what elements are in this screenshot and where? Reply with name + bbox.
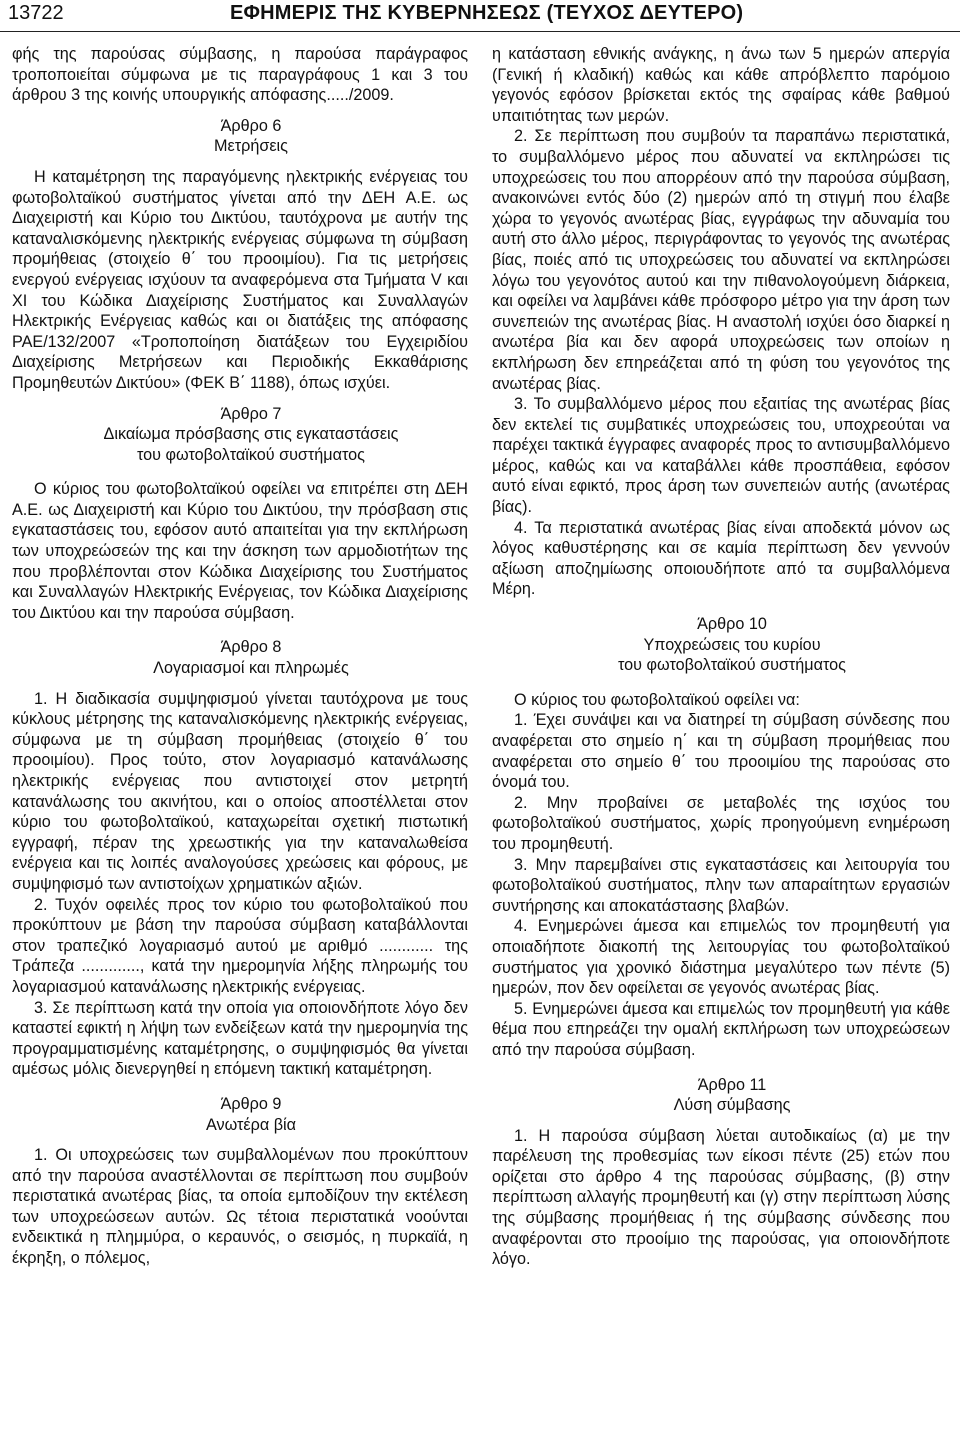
article-10-subtitle-line1: Υποχρεώσεις του κυρίου xyxy=(643,635,821,654)
continuation-paragraph: η κατάσταση εθνικής ανάγκης, η άνω των 5 ημερών απεργία (Γενική ή κλαδική) καθώς και κάθε απρόβλεπτο παρόμοιο γεγονός εφόσον βρίσκεται εκτός της σφαίρας κάθε βαθμού υπαιτιότητας των μερών. xyxy=(492,45,950,125)
article-11-subtitle: Λύση σύμβασης xyxy=(673,1096,791,1115)
article-11-paragraph-1: 1. Η παρούσα σύμβαση λύεται αυτοδικαίως (α) με την παρέλευση της προθεσμίας των είκοσι πέντε (25) ετών που ορίζεται στο άρθρο 4 της παρούσας σύμβασης, (β) στην περίπτωση αλλαγής προμηθευτή και (γ) στην περίπτωση λύσης της σύμβασης προμήθειας ή της σύμβασης σύνδεσης που αναφέρονται στο προοίμιο της παρούσας, για οποιονδήποτε λόγο. xyxy=(492,1126,950,1269)
article-7-subtitle-line1: Δικαίωμα πρόσβασης στις εγκαταστάσεις xyxy=(103,425,399,444)
article-7-paragraph: Ο κύριος του φωτοβολταϊκού οφείλει να επιτρέπει στη ΔΕΗ Α.Ε. ως Διαχειριστή και Κύριο του Δικτύου, την πρόσβαση στις εγκαταστάσεις του, εφόσον αυτό απαιτείται για την εκπλήρωση των υποχρεώσεών της και την άσκηση των αρμοδιοτήτων της που προβλέπονται στον Κώδικα Διαχείρισης του Συστήματος και Συναλλαγών Ηλεκτρικής Ενέργειας, τον Κώδικα Διαχείρισης του Δικτύου και την παρούσα σύμβαση. xyxy=(12,480,468,622)
article-9-paragraph-4: 4. Τα περιστατικά ανωτέρας βίας είναι αποδεκτά μόνον ως λόγος καθυστέρησης και σε καμία περίπτωση δεν γεννούν αξίωση αποζημίωσης οποιουδήποτε από τα συμβαλλόμενα Μέρη. xyxy=(492,518,950,599)
article-8-paragraph-1: 1. Η διαδικασία συμψηφισμού γίνεται ταυτόχρονα με τους κύκλους μέτρησης της καταναλισκόμενης ηλεκτρικής ενέργειας, σύμφωνα με τη σύμβαση προμήθειας (στοιχείο θ΄ του προοιμίου). Προς τούτο, στον λογαριασμό κατανάλωσης ηλεκτρικής ενέργειας που αντιστοιχεί στον μετρητή κατανάλωσης του ακινήτου, και ο οποίος αποστέλλεται στον κύριο του φωτοβολταϊκού, καταχωρείται σχετική πιστωτική εγγραφή, πέραν της χρεωστικής για την καταναλωθείσα ενέργεια και τις λοιπές αναλογούσες χρεώσεις και φόρους, με συμψηφισμό των αντιστοίχων χρηματικών αξιών. xyxy=(12,689,468,893)
article-7-subtitle-line2: του φωτοβολταϊκού συστήματος xyxy=(137,445,365,464)
article-10-item-2: 2. Μην προβαίνει σε μεταβολές της ισχύος του φωτοβολταϊκού συστήματος, χωρίς προηγούμενη ενημέρωση του προμηθευτή. xyxy=(492,793,950,853)
article-10-item-4: 4. Ενημερώνει άμεσα και επιμελώς τον προμηθευτή για οποιαδήποτε διακοπή της λειτουργίας του φωτοβολταϊκού συστήματος για χρονικό διάστημα μεγαλύτερο των πέντε (5) ημερών, πον δεν οφείλεται σε γεγονός ανωτέρας βίας. xyxy=(492,917,950,998)
intro-paragraph: φής της παρούσας σύμβασης, η παρούσα παράγραφος τροποποιείται σύμφωνα με τις παραγράφους 1 και 3 του άρθρου 3 της κοινής υπουργικής απόφασης...../2009. xyxy=(12,45,468,105)
article-10-subtitle-line2: του φωτοβολταϊκού συστήματος xyxy=(618,656,846,675)
article-8-paragraph-3: 3. Σε περίπτωση κατά την οποία για οποιονδήποτε λόγο δεν καταστεί εφικτή η λήψη των ενδείξεων κατά την ημερομηνία της προγραμματισμένης καταμέτρησης, ο συμψηφισμός θα γίνεται αμέσως μόλις διενεργηθεί η επόμενη τακτική καταμέτρηση. xyxy=(12,998,468,1079)
article-9-paragraph-3: 3. Το συμβαλλόμενο μέρος που εξαιτίας της ανωτέρας βίας δεν εκτελεί τις συμβατικές υποχρεώσεις του, υποχρεούται να παρέχει τακτικά έγγραφες αναφορές προς το αντισυμβαλλόμενο μέρος, καθώς και να καταβάλλει κάθε προσπάθεια, εφόσον αυτό είναι εφικτό, προς άρση των συνεπειών αυτής (ανωτέρας βίας). xyxy=(492,395,950,517)
gazette-title: ΕΦΗΜΕΡΙΣ ΤΗΣ ΚΥΒΕΡΝΗΣΕΩΣ (ΤΕΥΧΟΣ ΔΕΥΤΕΡΟ) xyxy=(230,2,744,24)
article-10-item-1: 1. Έχει συνάψει και να διατηρεί τη σύμβαση σύνδεσης που αναφέρεται στο σημείο η΄ και τη σύμβαση προμήθειας που αναφέρεται στο σημείο θ΄ του προοιμίου της παρούσας στο όνομά του. xyxy=(492,711,950,792)
article-8-subtitle: Λογαριασμοί και πληρωμές xyxy=(153,659,349,678)
article-6-title: Άρθρο 6 xyxy=(220,116,282,135)
article-9-paragraph-2: 2. Σε περίπτωση που συμβούν τα παραπάνω περιστατικά, το συμβαλλόμενο μέρος που αδυνατεί να εκπληρώσει τις υποχρεώσεις του που απορρέουν από την παρούσα σύμβαση, ανακοινώνει εντός δύο (2) ημερών από τη στιγμή που έλαβε χώρα το γεγονός ανωτέρας βίας, εγγράφως την αδυναμία του αυτή στο άλλο μέρος, περιγράφοντας το γεγονός της ανωτέρας βίας, ποιές από τις υποχρεώσεις του αδυνατεί να εκπληρώσει λόγω του γεγονότος αυτού και την πιθανολογούμενη διάρκεια, και οφείλει να λαμβάνει κάθε πρόσφορο μέτρο για την άρση των συνεπειών της ανωτέρας βίας. Η αναστολή ισχύει όσο διαρκεί η ανωτέρα βία και δεν αφορά υποχρεώσεις των οποίων η εκπλήρωση δεν επηρεάζεται από τη φύση του γεγονότος της ανωτέρας βίας. xyxy=(492,127,950,393)
article-9-paragraph-1: 1. Οι υποχρεώσεις των συμβαλλομένων που προκύπτουν από την παρούσα αναστέλλονται σε περίπτωση που συμβούν περιστατικά ανωτέρας βίας, τα οποία εμποδίζουν την εκτέλεση των υποχρεώσεων αυτών. Ως τέτοια περιστατικά νοούνται ενδεικτικά η πλημμύρα, ο κεραυνός, ο σεισμός, η πυρκαϊά, η έκρηξη, ο πόλεμος, xyxy=(12,1146,468,1268)
article-10-intro: Ο κύριος του φωτοβολταϊκού οφείλει να: xyxy=(514,690,800,709)
header-divider xyxy=(0,31,960,32)
left-column xyxy=(12,44,468,1269)
article-7-title: Άρθρο 7 xyxy=(220,404,282,423)
page-number: 13722 xyxy=(8,2,64,24)
right-column xyxy=(492,44,950,1270)
article-10-title: Άρθρο 10 xyxy=(697,615,767,634)
article-10-item-3: 3. Μην παρεμβαίνει στις εγκαταστάσεις και λειτουργία του φωτοβολταϊκού συστήματος, πλην των απαραίτητων εργασιών συντήρησης και αποκατάστασης βλαβών. xyxy=(492,855,950,915)
article-9-title: Άρθρο 9 xyxy=(220,1094,282,1113)
article-9-subtitle: Ανωτέρα βία xyxy=(206,1115,296,1134)
article-11-title: Άρθρο 11 xyxy=(697,1075,767,1094)
article-8-paragraph-2: 2. Τυχόν οφειλές προς τον κύριο του φωτοβολταϊκού που προκύπτουν με βάση την παρούσα σύμβαση καταβάλλονται στον τραπεζικό λογαριασμό αυτού με αριθμό ............ της Τράπεζα ............., κατά την ημερομηνία λήξης πληρωμής του λογαριασμού κατανάλωσης ηλεκτρικής ενέργειας. xyxy=(12,895,468,996)
article-10-item-5: 5. Ενημερώνει άμεσα και επιμελώς τον προμηθευτή για κάθε θέμα που επηρεάζει την ομαλή εκπλήρωση των υποχρεώσεων από την παρούσα σύμβαση. xyxy=(492,999,950,1059)
article-6-subtitle: Μετρήσεις xyxy=(214,137,288,156)
article-8-title: Άρθρο 8 xyxy=(220,638,282,657)
article-6-paragraph: Η καταμέτρηση της παραγόμενης ηλεκτρικής ενέργειας του φωτοβολταϊκού συστήματος γίνεται από την ΔΕΗ Α.Ε. ως Διαχειριστή και Κύριο του Δικτύου, ταυτόχρονα με αυτήν της καταναλισκόμενης ηλεκτρικής ενέργειας σύμφωνα τη σύμβαση προμήθειας (στοιχείο θ΄ του προοιμίου). Για τις μετρήσεις ενεργού ενέργειας ισχύουν τα αναφερόμενα στα Τμήματα V και XI του Κώδικα Διαχείρισης Συστήματος και Συναλλαγών Ηλεκτρικής Ενέργειας καθώς και οι διατάξεις της απόφασης ΡΑΕ/132/2007 «Τροποποίηση διατάξεων του Εγχειριδίου Διαχείρισης Μετρήσεων και Περιοδικής Εκκαθάρισης Προμηθευτών Δικτύου» (ΦΕΚ Β΄ 1188), όπως ισχύει. xyxy=(12,167,468,392)
page-header xyxy=(0,0,960,34)
